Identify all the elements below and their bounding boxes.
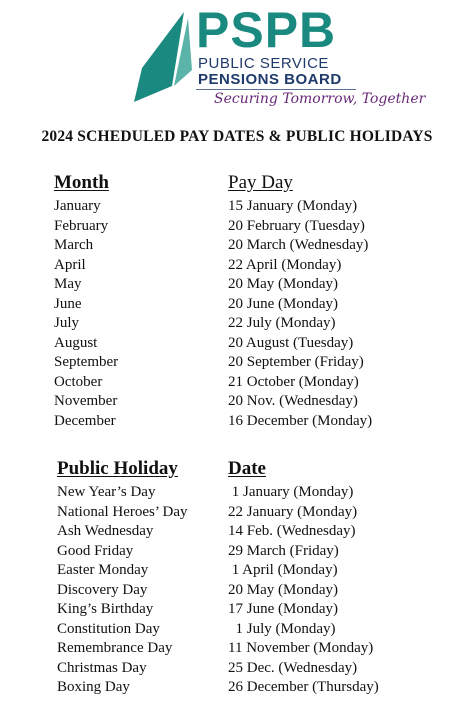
pay-date-row-label: May [54, 276, 82, 292]
sail-logo-icon [134, 10, 198, 102]
pay-date-row-label: September [54, 354, 119, 370]
pay-date-row-date: 20 May (Monday) [228, 276, 338, 292]
logo-line-pensions-board: PENSIONS BOARD [198, 71, 342, 88]
pay-date-row-date: 16 December (Monday) [228, 412, 373, 429]
pay-date-row-date: 20 February (Tuesday) [228, 217, 365, 234]
logo-line-public-service: PUBLIC SERVICE [198, 55, 329, 72]
holiday-row [0, 659, 474, 679]
pay-date-row-label: November [54, 393, 118, 409]
holiday-row-label: Christmas Day [57, 659, 147, 676]
pay-date-row-date: 20 March (Wednesday) [228, 237, 369, 253]
pay-date-row-label: October [54, 373, 103, 390]
pay-date-row-date: 21 October (Monday) [228, 373, 359, 390]
public-holidays-list [0, 483, 474, 698]
holiday-row-label: National Heroes’ Day [57, 503, 188, 520]
holiday-row-date: 14 Feb. (Wednesday) [228, 523, 356, 539]
holiday-row [0, 561, 474, 581]
holiday-row [0, 483, 474, 503]
holiday-row [0, 639, 474, 659]
pay-date-row-label: June [54, 295, 82, 312]
pay-date-row [0, 217, 474, 237]
pay-date-row [0, 314, 474, 334]
pay-date-row-date: 20 June (Monday) [228, 295, 338, 312]
pay-date-row-date: 15 January (Monday) [228, 198, 358, 214]
holiday-row [0, 620, 474, 640]
holiday-row-date: 25 Dec. (Wednesday) [228, 659, 358, 676]
page-title: 2024 SCHEDULED PAY DATES & PUBLIC HOLIDAYS [41, 128, 433, 145]
pay-date-row-label: March [54, 237, 94, 253]
holiday-row-date: 29 March (Friday) [228, 542, 339, 559]
pay-date-row-date: 20 Nov. (Wednesday) [228, 393, 358, 409]
month-header: Month [54, 172, 109, 193]
holiday-row-label: Ash Wednesday [57, 523, 154, 539]
pay-date-row-label: July [54, 315, 80, 331]
public-holiday-header: Public Holiday [57, 458, 178, 479]
pay-date-row-label: February [54, 217, 109, 234]
holiday-row-date: 11 November (Monday) [228, 640, 374, 656]
logo-acronym: PSPB [196, 2, 337, 58]
holiday-row [0, 678, 474, 698]
pay-date-row-label: January [54, 198, 101, 214]
pay-date-row [0, 353, 474, 373]
pay-dates-header [0, 172, 474, 196]
holiday-row [0, 581, 474, 601]
pay-dates-section [0, 172, 474, 431]
holiday-row [0, 522, 474, 542]
public-holidays-section [0, 458, 474, 698]
pay-date-row [0, 197, 474, 217]
pay-date-row [0, 236, 474, 256]
pay-date-row-label: August [54, 334, 98, 351]
holiday-row-label: New Year’s Day [57, 484, 156, 500]
pay-date-row [0, 373, 474, 393]
pay-date-row [0, 392, 474, 412]
date-header: Date [228, 458, 266, 479]
holiday-row-date: 20 May (Monday) [228, 581, 338, 598]
holiday-row-label: Constitution Day [57, 620, 160, 637]
holiday-row [0, 600, 474, 620]
holiday-row-label: Good Friday [57, 542, 134, 559]
pay-date-row-label: December [54, 412, 116, 429]
holiday-row-date: 1 January (Monday) [228, 484, 354, 500]
pay-date-row-label: April [54, 256, 86, 273]
pay-date-row [0, 412, 474, 432]
logo-tagline: Securing Tomorrow, Together [214, 91, 426, 107]
pay-date-row-date: 22 July (Monday) [228, 315, 336, 331]
pay-date-row-date: 20 August (Tuesday) [228, 334, 354, 351]
pspb-logo [0, 0, 474, 118]
pay-date-row [0, 334, 474, 354]
holiday-row-date: 22 January (Monday) [228, 503, 358, 520]
public-holidays-header [0, 458, 474, 482]
holiday-row [0, 542, 474, 562]
holiday-row-label: Discovery Day [57, 581, 148, 598]
pay-date-row [0, 275, 474, 295]
pay-dates-list [0, 197, 474, 431]
holiday-row-label: Remembrance Day [57, 640, 173, 656]
holiday-row-label: King’s Birthday [57, 601, 154, 617]
holiday-row-date: 1 July (Monday) [228, 620, 336, 637]
pay-date-row-date: 20 September (Friday) [228, 354, 364, 370]
holiday-row-label: Boxing Day [57, 679, 130, 695]
pay-date-row-date: 22 April (Monday) [228, 256, 342, 273]
pay-date-row [0, 295, 474, 315]
pay-day-header: Pay Day [228, 172, 293, 193]
holiday-row-date: 1 April (Monday) [228, 562, 338, 578]
holiday-row-date: 26 December (Thursday) [228, 679, 379, 695]
logo-divider [196, 89, 356, 90]
holiday-row-label: Easter Monday [57, 562, 149, 578]
holiday-row-date: 17 June (Monday) [228, 601, 338, 617]
holiday-row [0, 503, 474, 523]
pay-date-row [0, 256, 474, 276]
